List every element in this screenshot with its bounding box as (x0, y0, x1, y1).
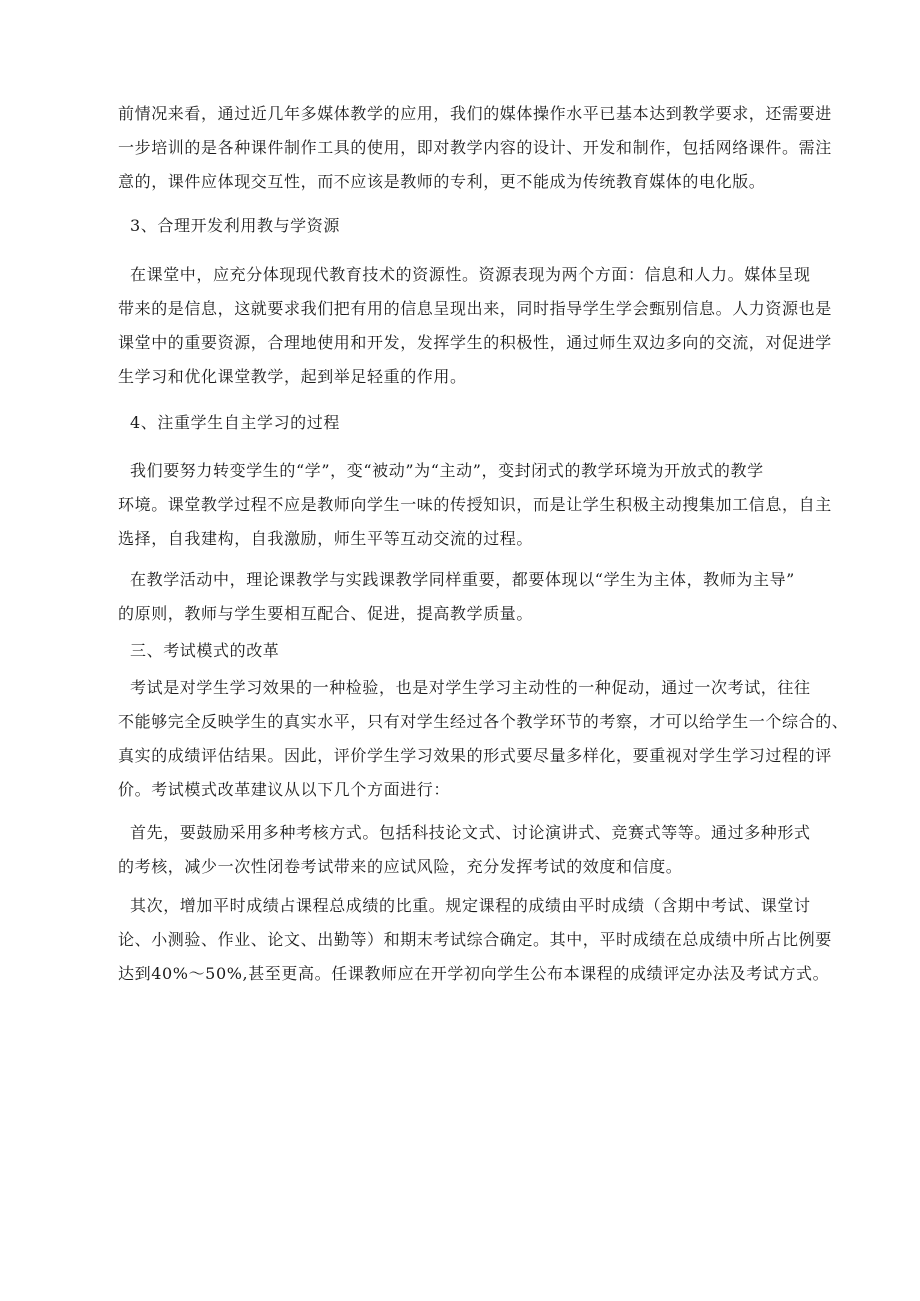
heading-text: 4、注重学生自主学习的过程 (130, 413, 340, 432)
heading-text: 3、合理开发利用教与学资源 (130, 216, 340, 235)
text-line: 课堂中的重要资源，合理地使用和开发，发挥学生的积极性，通过师生双边多向的交流，对促进学 (118, 333, 832, 352)
text-line: 其次，增加平时成绩占课程总成绩的比重。规定课程的成绩由平时成绩（含期中考试、课堂讨 (130, 896, 811, 915)
section-heading-exam-reform (118, 643, 830, 659)
text-line: 选择，自我建构，自我激励，师生平等互动交流的过程。 (118, 529, 534, 548)
paragraph-grade-weighting (118, 898, 830, 982)
paragraph-media-training (118, 106, 830, 190)
text-line: 不能够完全反映学生的真实水平，只有对学生经过各个教学环节的考察，才可以给学生一个综合的、 (118, 712, 849, 731)
paragraph-resources (118, 267, 830, 385)
text-line: 带来的是信息，这就要求我们把有用的信息呈现出来，同时指导学生学会甄别信息。人力资源也是 (118, 299, 832, 318)
text-line: 意的，课件应体现交互性，而不应该是教师的专利，更不能成为传统教育媒体的电化版。 (118, 172, 766, 191)
text-line: 达到40%～50%,甚至更高。任课教师应在开学初向学生公布本课程的成绩评定办法及考试方式。 (118, 964, 830, 983)
text-line: 真实的成绩评估结果。因此，评价学生学习效果的形式要尽量多样化，要重视对学生学习过程的评 (118, 746, 832, 765)
text-line: 在课堂中，应充分体现现代教育技术的资源性。资源表现为两个方面：信息和人力。媒体呈现 (130, 265, 811, 284)
heading-autonomous-learning (118, 415, 830, 431)
paragraph-autonomous-learning (118, 463, 830, 547)
text-line: 一步培训的是各种课件制作工具的使用，即对教学内容的设计、开发和制作，包括网络课件。需注 (118, 138, 832, 157)
paragraph-assessment-methods (118, 825, 830, 875)
heading-text: 三、考试模式的改革 (130, 641, 280, 660)
text-line: 生学习和优化课堂教学，起到举足轻重的作用。 (118, 367, 467, 386)
paragraph-exam-purpose (118, 678, 849, 799)
text-line: 在教学活动中，理论课教学与实践课教学同样重要，都要体现以“学生为主体，教师为主导” (130, 570, 795, 589)
text-line: 我们要努力转变学生的“学”，变“被动”为“主动”，变封闭式的教学环境为开放式的教学 (130, 461, 764, 480)
text-line: 环境。课堂教学过程不应是教师向学生一味的传授知识，而是让学生积极主动搜集加工信息，自主 (118, 495, 832, 514)
text-line: 论、小测验、作业、论文、出勤等）和期末考试综合确定。其中，平时成绩在总成绩中所占比例要 (118, 930, 832, 949)
text-line: 价。考试模式改革建议从以下几个方面进行： (118, 780, 451, 799)
text-line: 的考核，减少一次性闭卷考试带来的应试风险，充分发挥考试的效度和信度。 (118, 857, 683, 876)
text-line: 首先，要鼓励采用多种考核方式。包括科技论文式、讨论演讲式、竞赛式等等。通过多种形式 (130, 823, 811, 842)
text-line: 的原则，教师与学生要相互配合、促进，提高教学质量。 (118, 604, 534, 623)
text-line: 前情况来看，通过近几年多媒体教学的应用，我们的媒体操作水平已基本达到教学要求，还需要进 (118, 104, 832, 123)
paragraph-theory-practice (118, 572, 830, 622)
heading-resources (118, 218, 830, 234)
text-line: 考试是对学生学习效果的一种检验，也是对学生学习主动性的一种促动，通过一次考试，往往 (130, 678, 811, 697)
